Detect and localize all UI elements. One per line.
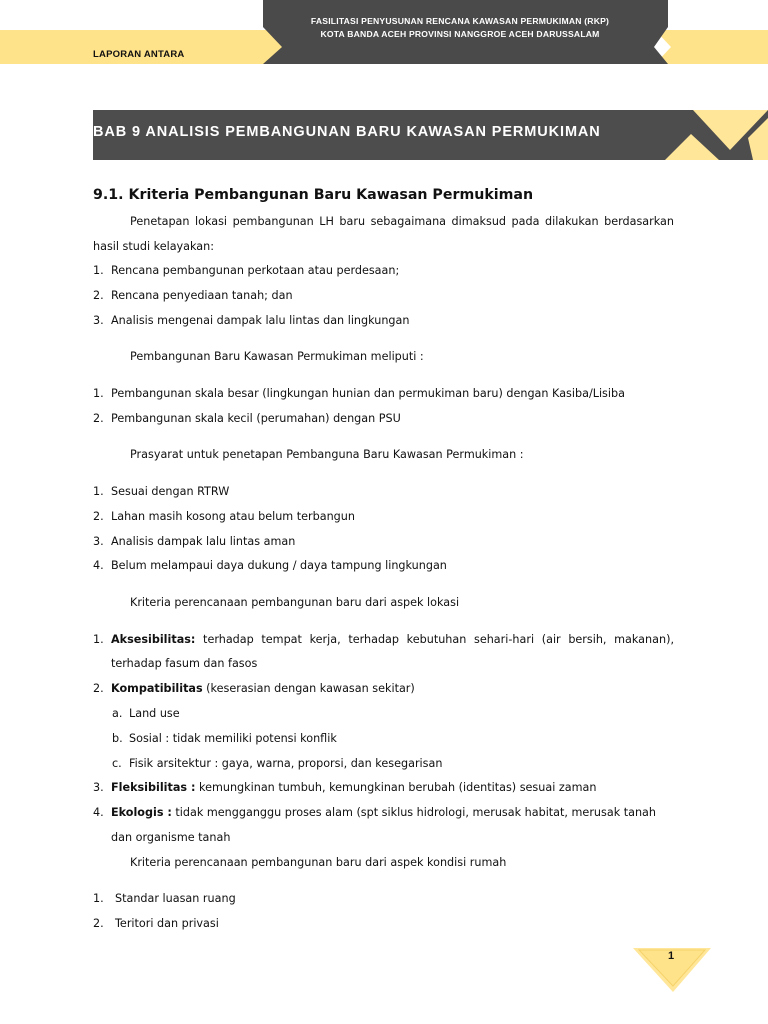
document-body <box>93 184 674 937</box>
list-item: 2. Pembangunan skala kecil (perumahan) dengan PSU <box>93 411 401 425</box>
intro-paragraph: Penetapan lokasi pembangunan LH baru sebagaimana dimaksud pada dilakukan berdasarkan hasil studi kelayakan: <box>93 215 674 253</box>
section-title: 9.1. Kriteria Pembangunan Baru Kawasan Permukiman <box>93 187 534 203</box>
list-item: 3. Analisis dampak lalu lintas aman <box>93 534 296 548</box>
list-meliputi <box>93 382 674 432</box>
page-number: 1 <box>667 950 675 962</box>
list-item: 2. Teritori dan privasi <box>93 917 219 931</box>
header-title-line1: FASILITASI PENYUSUNAN RENCANA KAWASAN PERMUKIMAN (RKP) <box>310 18 610 26</box>
sub-list-item: b. Sosial : tidak memiliki potensi konflik <box>112 731 337 745</box>
header-report-label: LAPORAN ANTARA <box>93 49 185 60</box>
header-title-line2: KOTA BANDA ACEH PROVINSI NANGGROE ACEH DARUSSALAM <box>320 29 600 39</box>
list-item: 2. Rencana penyediaan tanah; dan <box>93 288 293 302</box>
list-item: 3. Analisis mengenai dampak lalu lintas dan lingkungan <box>93 313 410 327</box>
list-item: 1. Sesuai dengan RTRW <box>93 484 230 498</box>
list-item: 1. Pembangunan skala besar (lingkungan hunian dan permukiman baru) dengan Kasiba/Lisiba <box>93 386 625 400</box>
list-aspek-kondisi-rumah <box>93 887 674 937</box>
list-item: 1. Aksesibilitas: terhadap tempat kerja, terhadap kebutuhan sehari-hari (air bersih, makanan), terhadap fasum dan fasos <box>93 632 674 671</box>
list-studi-kelayakan <box>93 259 674 333</box>
paragraph-aspek-kondisi-rumah: Kriteria perencanaan pembangunan baru dari aspek kondisi rumah <box>130 855 507 869</box>
list-item: 2. Lahan masih kosong atau belum terbangun <box>93 509 355 523</box>
list-item: 4. Ekologis : tidak mengganggu proses alam (spt siklus hidrologi, merusak habitat, merusak tanah dan organisme tanah <box>93 806 657 845</box>
header-title <box>270 18 650 40</box>
paragraph-meliputi: Pembangunan Baru Kawasan Permukiman meliputi : <box>130 350 424 364</box>
sub-list-item: c. Fisik arsitektur : gaya, warna, proporsi, dan kesegarisan <box>112 756 443 770</box>
paragraph-prasyarat: Prasyarat untuk penetapan Pembanguna Baru Kawasan Permukiman : <box>130 448 524 462</box>
list-item: 1. Rencana pembangunan perkotaan atau perdesaan; <box>93 264 400 277</box>
chapter-title: BAB 9 ANALISIS PEMBANGUNAN BARU KAWASAN PERMUKIMAN <box>93 124 601 140</box>
list-item: 1. Standar luasan ruang <box>93 892 236 906</box>
list-aspek-lokasi <box>93 628 674 851</box>
list-prasyarat <box>93 480 674 579</box>
paragraph-aspek-lokasi: Kriteria perencanaan pembangunan baru dari aspek lokasi <box>130 596 460 610</box>
list-item: 3. Fleksibilitas : kemungkinan tumbuh, kemungkinan berubah (identitas) sesuai zaman <box>93 781 597 795</box>
sub-list-item: a. Land use <box>112 707 180 721</box>
list-item: 4. Belum melampaui daya dukung / daya tampung lingkungan <box>93 559 447 573</box>
list-item: 2. Kompatibilitas (keserasian dengan kawasan sekitar) <box>93 682 415 696</box>
